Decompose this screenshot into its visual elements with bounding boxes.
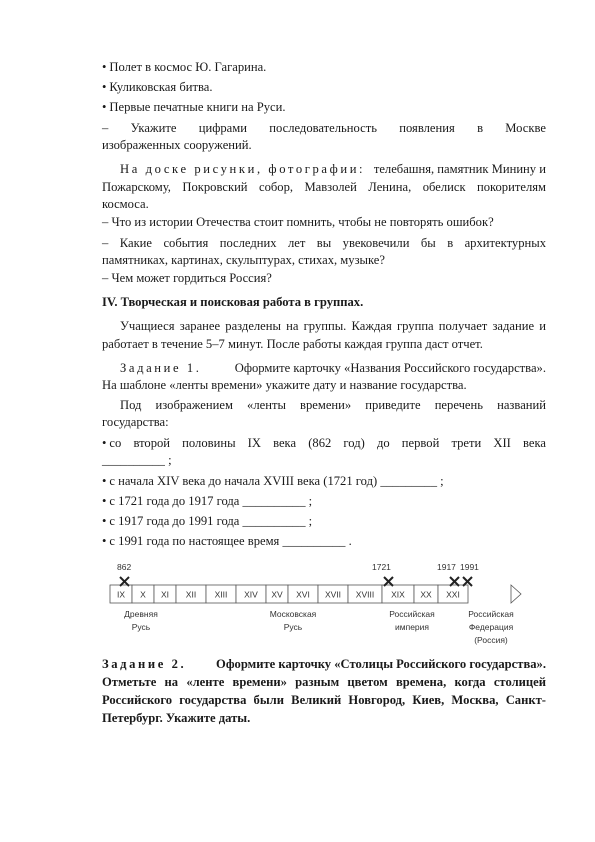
question-line: памятниках, картинах, скульптурах, стихах, музыке? [102, 253, 385, 267]
year-label: 1721 [372, 562, 391, 572]
century-label: XXI [446, 589, 460, 600]
century-label: IX [116, 589, 126, 600]
period-caption: империя [395, 622, 429, 632]
century-label: XIII [214, 589, 228, 600]
bullet-icon: • [102, 60, 107, 74]
period-caption: Древняя [124, 609, 158, 619]
board-line: Пожарскому, Покровский собор, Мавзолей Ленина, обелиск покорителям [102, 180, 546, 194]
century-label: XX [420, 589, 432, 600]
century-label: X [140, 589, 146, 600]
century-label: XIV [244, 589, 258, 600]
list-item: • Полет в космос Ю. Гагарина. [102, 60, 267, 74]
century-label: XI [160, 589, 170, 600]
century-label: XV [271, 589, 283, 600]
bullet-icon: • [102, 474, 107, 488]
period-caption: Российская [468, 609, 514, 619]
period-caption: Московская [269, 609, 317, 619]
question-line: – Укажите цифрами последовательность появления в Москве [102, 121, 546, 135]
task-line: государства: [102, 415, 169, 429]
list-item: • с начала XIV века до начала XVIII века (1721 год) _________ ; [102, 474, 444, 488]
task-line: Задание 1. Оформите карточку «Названия Российского государства». [120, 361, 546, 375]
task-line: Петербург. Укажите даты. [102, 711, 251, 725]
year-label: 1991 [460, 562, 479, 572]
period-caption: Русь [283, 622, 303, 632]
paragraph-line: работает в течение 5–7 минут. После работы каждая группа даст отчет. [102, 337, 483, 351]
century-label: XVIII [355, 589, 375, 600]
period-caption: Российская [389, 609, 435, 619]
list-item: • со второй половины IX века (862 год) до первой трети XII века [102, 436, 546, 450]
question-line: изображенных сооружений. [102, 138, 252, 152]
period-caption: Русь [131, 622, 151, 632]
bullet-icon: • [102, 494, 107, 508]
section-title: IV. Творческая и поисковая работа в группах. [102, 295, 364, 309]
year-label: 862 [117, 562, 132, 572]
period-caption: Федерация [468, 622, 514, 632]
ribbon-arrow-tip [511, 585, 521, 603]
century-label: XII [185, 589, 197, 600]
bullet-icon: • [102, 436, 107, 450]
list-item: • с 1721 года до 1917 года __________ ; [102, 494, 313, 508]
task-line: Отметьте на «ленте времени» разным цветом времена, когда столицей [102, 675, 546, 689]
board-line: космоса. [102, 197, 149, 211]
century-label: XIX [391, 589, 405, 600]
question-line: – Чем может гордиться Россия? [102, 271, 272, 285]
question-line: – Что из истории Отечества стоит помнить, чтобы не повторять ошибок? [102, 215, 494, 229]
bullet-icon: • [102, 80, 107, 94]
task-line: Российского государства были Великий Новгород, Киев, Москва, Санкт- [102, 693, 546, 707]
year-label: 1917 [437, 562, 456, 572]
list-item: • с 1917 года до 1991 года __________ ; [102, 514, 313, 528]
period-caption: (Россия) [474, 635, 508, 645]
list-item: • Первые печатные книги на Руси. [102, 100, 286, 114]
paragraph-line: Учащиеся заранее разделены на группы. Каждая группа получает задание и [120, 319, 546, 333]
list-item: • Куликовская битва. [102, 80, 213, 94]
bullet-icon: • [102, 100, 107, 114]
century-label: XVI [296, 589, 310, 600]
question-line: – Какие события последних лет вы увековечили бы в архитектурных [102, 236, 546, 250]
task-line: На шаблоне «ленты времени» укажите дату и название государства. [102, 378, 467, 392]
century-label: XVII [324, 589, 342, 600]
ribbon-cells [110, 585, 468, 603]
bullet-icon: • [102, 534, 107, 548]
task-line: Под изображением «ленты времени» приведите перечень названий [120, 398, 546, 412]
list-item: __________ ; [102, 453, 172, 467]
bullet-icon: • [102, 514, 107, 528]
task-line: Задание 2. Оформите карточку «Столицы Российского государства». [102, 657, 546, 671]
board-line: На доске рисунки, фотографии: телебашня, памятник Минину и [120, 162, 546, 176]
list-item: • с 1991 года по настоящее время __________ . [102, 534, 352, 548]
